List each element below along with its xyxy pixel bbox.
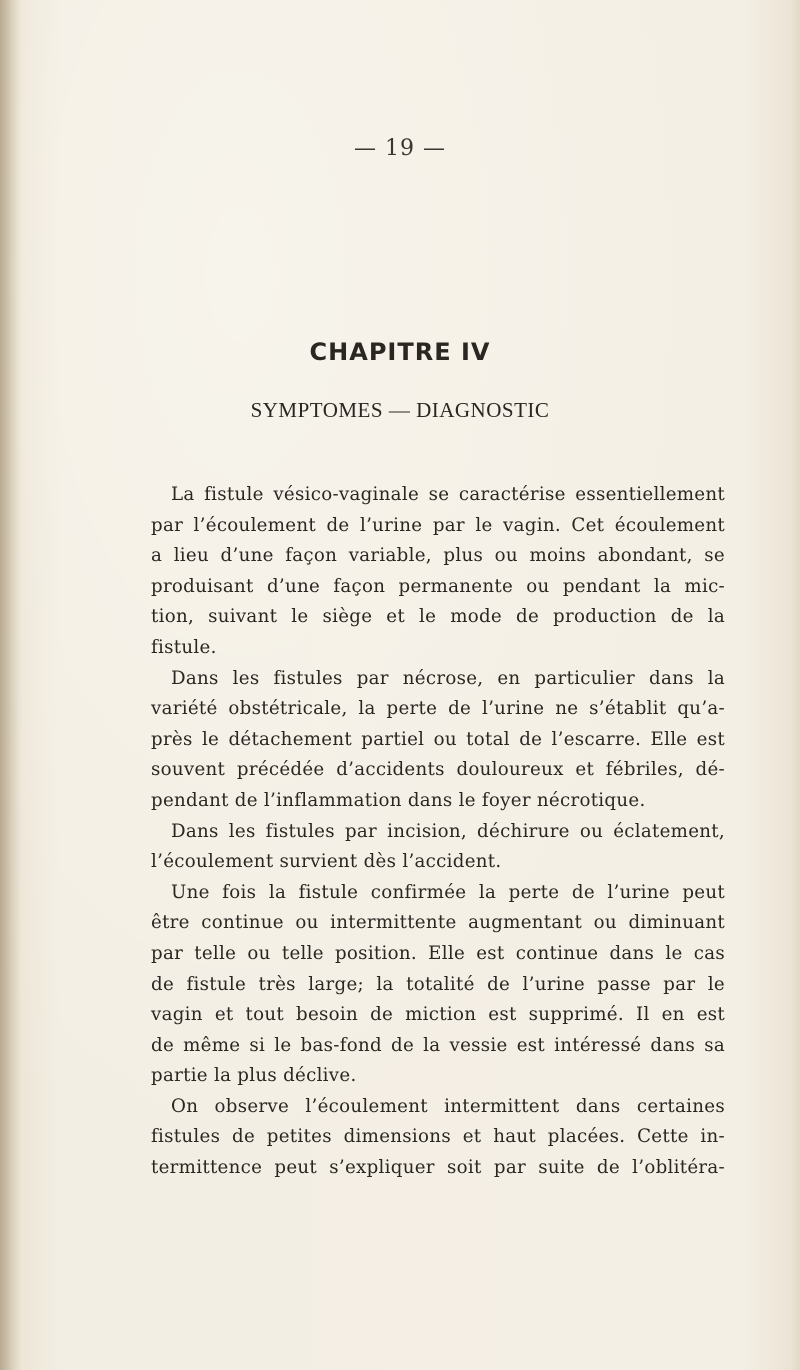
text-line: de même si le bas-fond de la vessie est intéressé dans sa [151, 1034, 725, 1056]
text-line: a lieu d’une façon variable, plus ou moins abondant, se [151, 545, 725, 567]
text-line: Dans les fistules par incision, déchirure ou éclatement, [171, 820, 725, 842]
text-line: par telle ou telle position. Elle est continue dans le cas [151, 942, 725, 964]
text-line: La fistule vésico-vaginale se caractérise essentiellement [171, 484, 725, 505]
text-line: fistule. [151, 636, 217, 658]
text-line: termittence peut s’expliquer soit par suite de l’oblitéra- [151, 1157, 725, 1179]
body-text [151, 480, 725, 1184]
text-line: l’écoulement survient dès l’accident. [151, 851, 502, 873]
text-line: souvent précédée d’accidents douloureux et fébriles, dé- [151, 759, 725, 781]
chapter-title: CHAPITRE IV [309, 338, 491, 366]
text-line: produisant d’une façon permanente ou pendant la mic- [151, 575, 725, 597]
text-line: être continue ou intermittente augmentant ou diminuant [151, 912, 725, 934]
text-line: fistules de petites dimensions et haut placées. Cette in- [151, 1126, 725, 1148]
text-line: Dans les fistules par nécrose, en particulier dans la [171, 667, 725, 689]
text-line: vagin et tout besoin de miction est supprimé. Il en est [151, 1004, 725, 1026]
text-line: par l’écoulement de l’urine par le vagin. Cet écoulement [151, 514, 725, 536]
text-line: Une fois la fistule confirmée la perte de l’urine peut [171, 881, 725, 903]
page-number: — 19 — [354, 136, 446, 161]
text-line: pendant de l’inflammation dans le foyer nécrotique. [151, 789, 646, 811]
text-line: On observe l’écoulement intermittent dans certaines [171, 1095, 725, 1117]
section-title: SYMPTOMES — DIAGNOSTIC [250, 398, 550, 422]
text-line: variété obstétricale, la perte de l’urine ne s’établit qu’a- [151, 698, 725, 720]
binding-shadow [0, 0, 22, 1370]
text-line: près le détachement partiel ou total de l’escarre. Elle est [151, 728, 725, 750]
text-line: de fistule très large; la totalité de l’urine passe par le [151, 973, 725, 995]
text-line: partie la plus déclive. [151, 1065, 357, 1087]
text-line: tion, suivant le siège et le mode de production de la [151, 606, 725, 628]
